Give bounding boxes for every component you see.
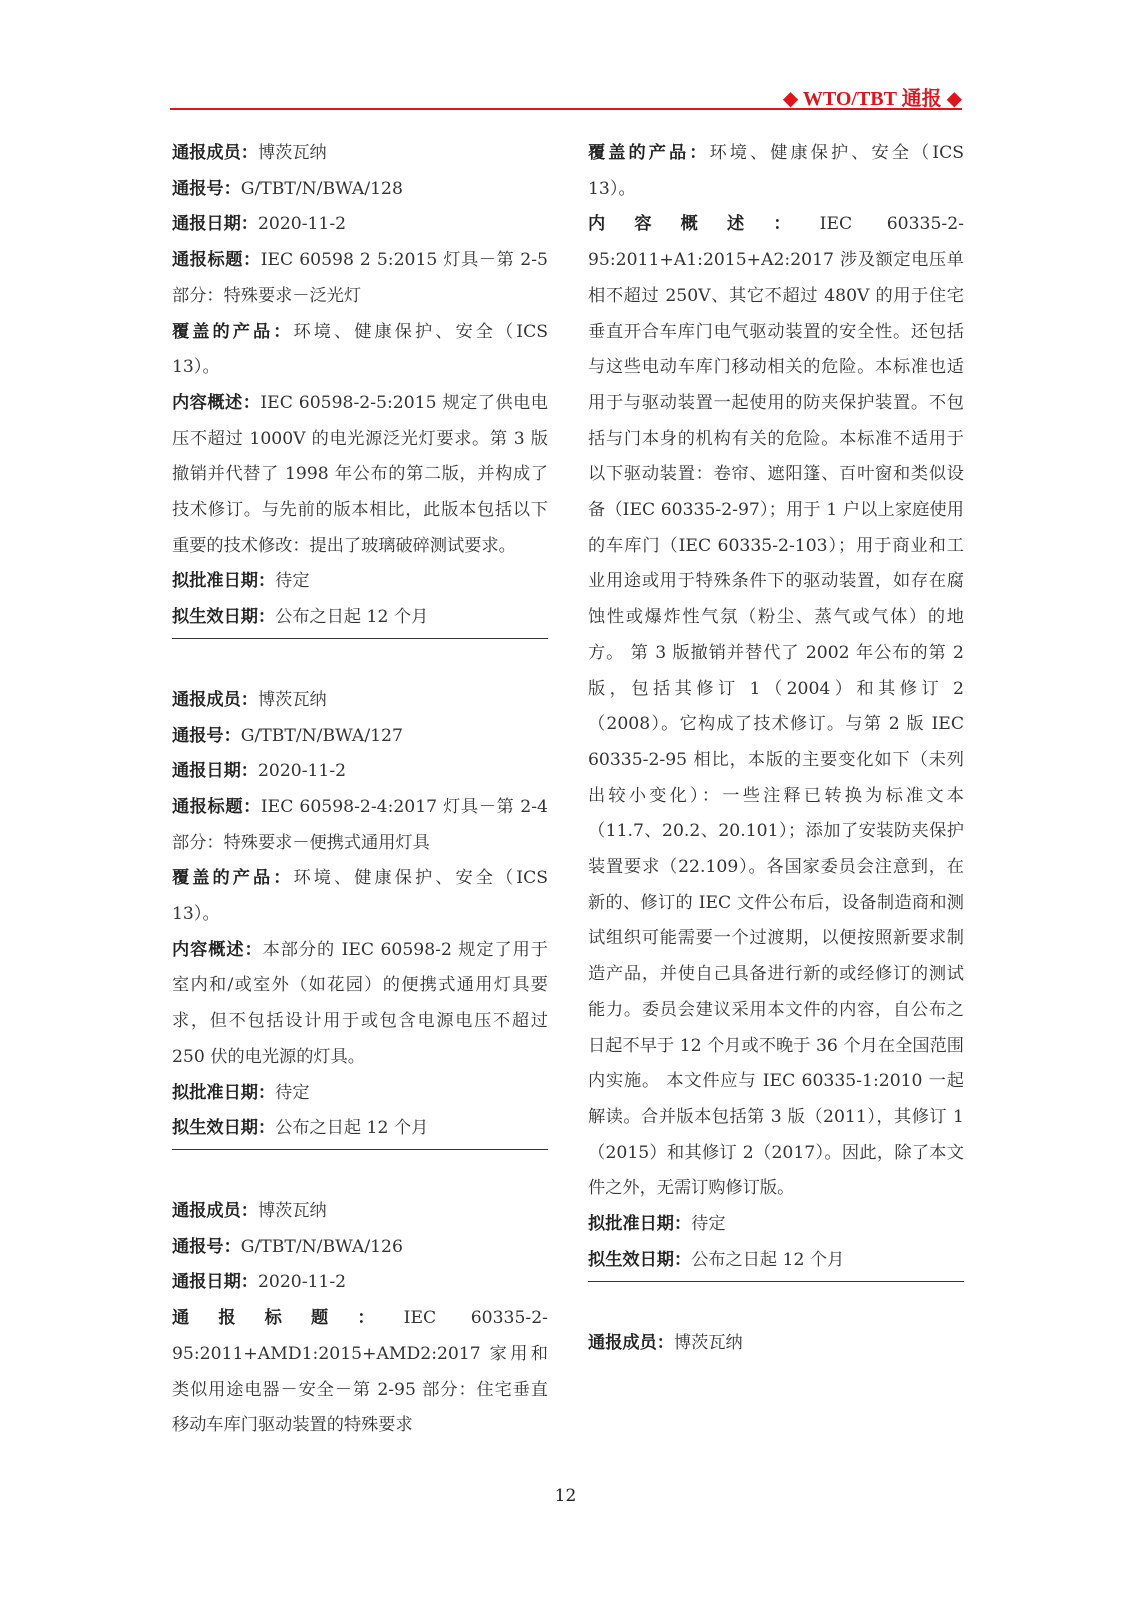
- products-field: [172, 315, 548, 386]
- effective-value: 公布之日起 12 个月: [275, 607, 429, 628]
- number-value: G/TBT/N/BWA/128: [240, 178, 403, 199]
- notification-entry-next: [588, 1326, 964, 1362]
- notification-entry-126-part1: [172, 1194, 548, 1444]
- products-value: 环境、健康保护、安全（ICS 13）。: [588, 143, 964, 199]
- member-value: 博茨瓦纳: [257, 689, 327, 710]
- date-label: 通报日期：: [172, 1272, 258, 1293]
- summary-label: 内容概述：: [588, 214, 820, 235]
- approval-field: [588, 1207, 964, 1243]
- effective-field: [172, 600, 548, 636]
- number-label: 通报号：: [172, 1236, 241, 1257]
- summary-field: [172, 386, 548, 565]
- title-field: [172, 790, 548, 861]
- summary-field: [588, 207, 964, 1207]
- title-label: 通报标题：: [172, 1308, 404, 1329]
- summary-label: 内容概述：: [172, 939, 263, 960]
- products-value: 环境、健康保护、安全（ICS 13）。: [172, 321, 548, 378]
- effective-label: 拟生效日期：: [588, 1249, 692, 1270]
- products-label: 覆盖的产品：: [172, 321, 294, 342]
- products-field: [588, 136, 964, 207]
- date-label: 通报日期：: [172, 761, 258, 782]
- approval-field: [172, 1076, 548, 1112]
- number-field: [172, 1230, 548, 1266]
- title-value: IEC 60335-2-95:2011+AMD1:2015+AMD2:2017 家用和类似用途电器－安全－第 2-95 部分：住宅垂直移动车库门驱动装置的特殊要求: [172, 1308, 548, 1436]
- approval-value: 待定: [275, 571, 310, 592]
- number-label: 通报号：: [172, 725, 241, 746]
- products-field: [172, 861, 548, 932]
- approval-label: 拟批准日期：: [172, 1082, 276, 1103]
- member-value: 博茨瓦纳: [257, 143, 327, 163]
- effective-label: 拟生效日期：: [172, 1118, 276, 1139]
- title-field: [172, 243, 548, 314]
- title-value: IEC 60598 2 5:2015 灯具－第 2-5 部分：特殊要求－泛光灯: [172, 250, 548, 306]
- member-value: 博茨瓦纳: [257, 1200, 327, 1221]
- summary-value: IEC 60598-2-5:2015 规定了供电电压不超过 1000V 的电光源泛光灯要求。第 3 版撤销并代替了 1998 年公布的第二版，并构成了技术修订。与先前的版本相比，此版本包括以下重要的技术修改：提出了玻璃破碎测试要求。: [172, 392, 548, 556]
- notification-entry-126-part2: [588, 136, 964, 1282]
- approval-field: [172, 564, 548, 600]
- summary-label: 内容概述：: [172, 392, 261, 413]
- approval-value: 待定: [691, 1214, 726, 1235]
- effective-value: 公布之日起 12 个月: [691, 1249, 845, 1270]
- date-value: 2020-11-2: [257, 761, 347, 782]
- number-value: G/TBT/N/BWA/127: [240, 725, 403, 746]
- member-value: 博茨瓦纳: [673, 1332, 743, 1353]
- products-label: 覆盖的产品：: [588, 143, 710, 163]
- left-column: [172, 136, 548, 1444]
- notification-entry-128: [172, 136, 548, 639]
- effective-field: [588, 1243, 964, 1279]
- member-label: 通报成员：: [172, 689, 258, 710]
- member-label: 通报成员：: [588, 1332, 674, 1353]
- date-value: 2020-11-2: [257, 214, 347, 235]
- effective-label: 拟生效日期：: [172, 607, 276, 628]
- products-label: 覆盖的产品：: [172, 868, 294, 889]
- member-field: [172, 683, 548, 719]
- number-value: G/TBT/N/BWA/126: [240, 1236, 403, 1257]
- summary-field: [172, 933, 548, 1076]
- notification-entry-127: [172, 683, 548, 1150]
- title-label: 通报标题：: [172, 250, 261, 271]
- summary-value: 本部分的 IEC 60598-2 规定了用于室内和/或室外（如花园）的便携式通用灯具要求，但不包括设计用于或包含电源电压不超过 250 伏的电光源的灯具。: [172, 939, 548, 1067]
- header-title: ◆ WTO/TBT 通报 ◆: [782, 88, 962, 110]
- member-label: 通报成员：: [172, 1200, 258, 1221]
- approval-value: 待定: [275, 1082, 310, 1103]
- number-field: [172, 172, 548, 208]
- effective-value: 公布之日起 12 个月: [275, 1118, 429, 1139]
- title-field: [172, 1301, 548, 1444]
- effective-field: [172, 1111, 548, 1147]
- page-header: [170, 78, 962, 110]
- date-field: [172, 1265, 548, 1301]
- approval-label: 拟批准日期：: [588, 1214, 692, 1235]
- date-field: [172, 754, 548, 790]
- date-value: 2020-11-2: [257, 1272, 347, 1293]
- title-value: IEC 60598-2-4:2017 灯具－第 2-4 部分：特殊要求－便携式通用灯具: [172, 796, 548, 853]
- member-field: [172, 1194, 548, 1230]
- page-number: 12: [554, 1486, 577, 1506]
- number-field: [172, 719, 548, 755]
- products-value: 环境、健康保护、安全（ICS 13）。: [172, 868, 548, 925]
- member-field: [588, 1326, 964, 1362]
- member-label: 通报成员：: [172, 143, 258, 163]
- approval-label: 拟批准日期：: [172, 571, 276, 592]
- member-field: [172, 136, 548, 172]
- date-label: 通报日期：: [172, 214, 258, 235]
- right-column: [588, 136, 964, 1361]
- summary-value: IEC 60335-2-95:2011+A1:2015+A2:2017 涉及额定电压单相不超过 250V、其它不超过 480V 的用于住宅垂直开合车库门电气驱动装置的安全性。还包括与这些电动车库门移动相关的危险。本标准也适用于与驱动装置一起使用的防夹保护装置。不包括与门本身的机构有关的危险。本标准不适用于以下驱动装置：卷帘、遮阳篷、百叶窗和类似设备（IEC 60335-2-97）；用于 1 户以上家庭使用的车库门（IEC 60335-2-103）；用于商业和工业用途或用于特殊条件下的驱动装置，如存在腐蚀性或爆炸性气氛（粉尘、蒸气或气体）的地方。 第 3 版撤销并替代了 2002 年公布的第 2 版，包括其修订 1（2004）和其修订 2（2008）。它构成了技术修订。与第 2 版 IEC 60335-2-95 相比，本版的主要变化如下（未列出较小变化）：一些注释已转换为标准文本（11.7、20.2、20.101）；添加了安装防夹保护装置要求（22.109）。各国家委员会注意到，在新的、修订的 IEC 文件公布后，设备制造商和测试组织可能需要一个过渡期，以便按照新要求制造产品，并使自己具备进行新的或经修订的测试能力。委员会建议采用本文件的内容，自公布之日起不早于 12 个月或不晚于 36 个月在全国范围内实施。 本文件应与 IEC 60335-1:2010 一起解读。合并版本包括第 3 版（2011），其修订 1（2015）和其修订 2（2017）。因此，除了本文件之外，无需订购修订版。: [588, 214, 964, 1199]
- number-label: 通报号：: [172, 178, 241, 199]
- title-label: 通报标题：: [172, 796, 261, 817]
- date-field: [172, 207, 548, 243]
